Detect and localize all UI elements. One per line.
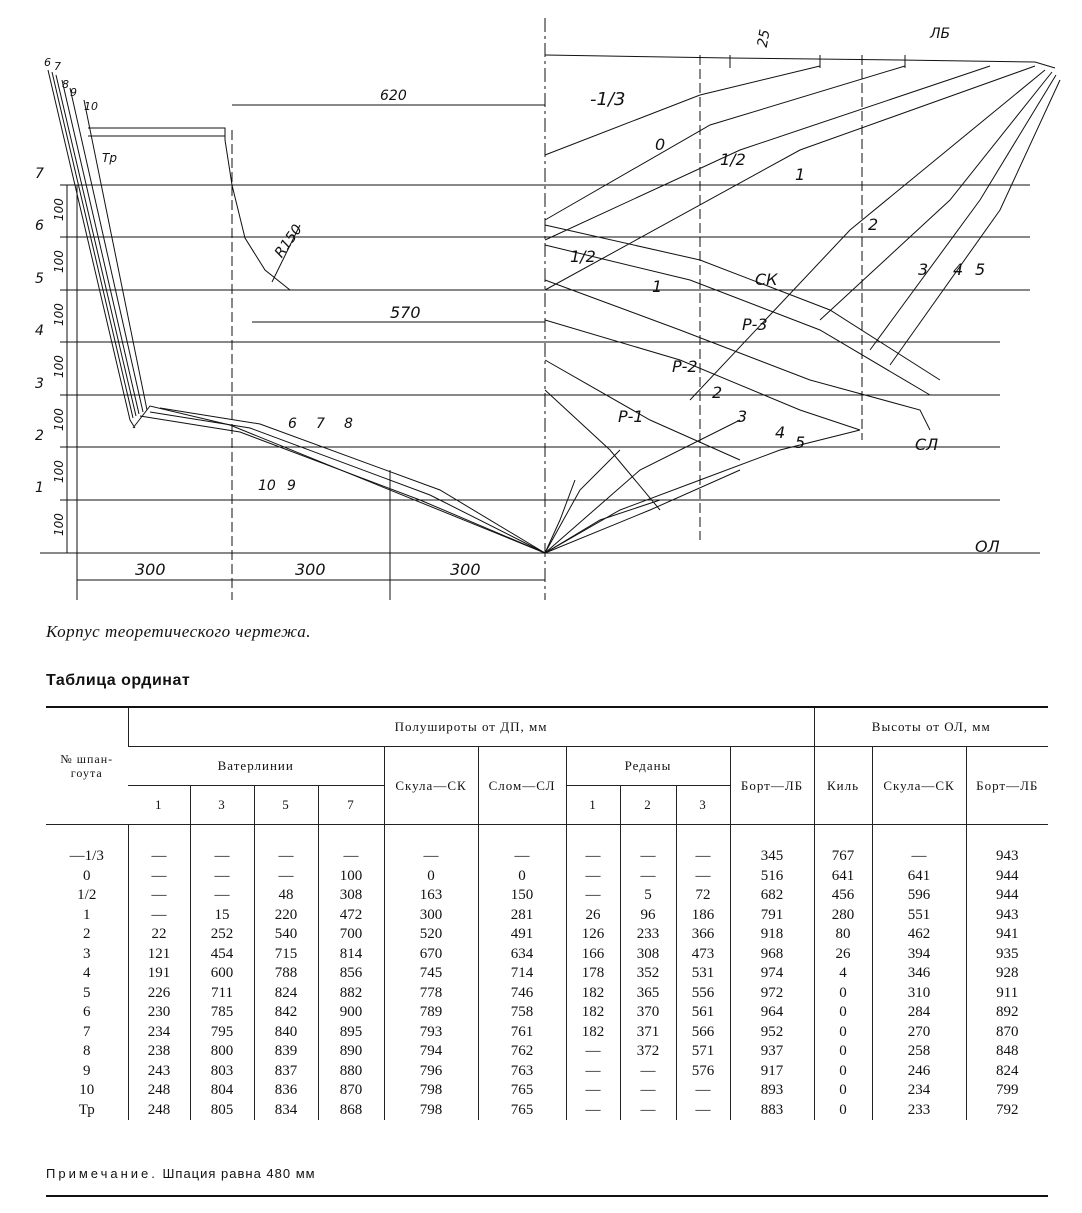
frame-label-bottom-10: 10: [258, 478, 276, 494]
header-wl-7: 7: [318, 786, 384, 825]
baseline-label-ol: ОЛ: [975, 537, 1000, 556]
table-row: [46, 825, 1048, 867]
ordinate-cell: 80: [814, 925, 872, 945]
ordinate-cell: —: [190, 825, 254, 867]
ordinate-cell: 600: [190, 964, 254, 984]
dim-100-7: 100: [52, 198, 66, 221]
table-row: [46, 1081, 1048, 1101]
ordinate-cell: 26: [814, 945, 872, 965]
ordinate-cell: 252: [190, 925, 254, 945]
ordinate-cell: —: [254, 867, 318, 887]
inner-label-4: 4: [775, 423, 786, 442]
ordinate-cell: 837: [254, 1062, 318, 1082]
ordinate-cell: 880: [318, 1062, 384, 1082]
header-wl-3: 3: [190, 786, 254, 825]
dim-25: 25: [754, 28, 774, 49]
ordinate-cell: 746: [478, 984, 566, 1004]
ordinate-cell: 882: [318, 984, 384, 1004]
ordinate-cell: —: [676, 867, 730, 887]
ordinate-cell: 917: [730, 1062, 814, 1082]
ordinate-cell: 520: [384, 925, 478, 945]
header-knuckle: Слом—СЛ: [478, 747, 566, 825]
frame-label-right-3: 3: [918, 260, 929, 279]
header-step-1: 1: [566, 786, 620, 825]
ordinate-cell: 856: [318, 964, 384, 984]
ordinate-cell: 182: [566, 1003, 620, 1023]
dim-100-5: 100: [52, 303, 66, 326]
ordinate-cell: 895: [318, 1023, 384, 1043]
ordinate-cell: 0: [814, 1081, 872, 1101]
frame-number-cell: 3: [83, 945, 91, 962]
ordinate-cell: 178: [566, 964, 620, 984]
frame-number-cell: 4: [83, 965, 91, 981]
ordinate-cell: 516: [730, 867, 814, 887]
frame-label-bottom-9: 9: [287, 478, 296, 494]
frame-number-cell: 1: [83, 906, 91, 923]
ordinate-cell: 191: [128, 964, 190, 984]
table-row: [46, 1003, 1048, 1023]
ordinate-cell: 715: [254, 945, 318, 965]
wl-label-1: 1: [35, 480, 44, 496]
drawing-caption: Корпус теоретического чертежа.: [46, 622, 312, 641]
ordinate-cell: 182: [566, 1023, 620, 1043]
ordinate-cell: —: [872, 825, 966, 867]
ordinate-cell: 870: [966, 1023, 1048, 1043]
note-text: Шпация равна 480 мм: [162, 1166, 316, 1181]
header-keel: Киль: [814, 747, 872, 825]
ordinate-cell: 700: [318, 925, 384, 945]
inner-label-r2: Р-2: [672, 357, 698, 376]
ordinate-cell: 345: [730, 825, 814, 867]
frame-number-cell: 10: [79, 1082, 95, 1098]
header-wl-5: 5: [254, 786, 318, 825]
ordinate-cell: 371: [620, 1023, 676, 1043]
ordinate-cell: —: [566, 1062, 620, 1082]
ordinate-cell: 233: [620, 925, 676, 945]
ordinate-cell: 166: [566, 945, 620, 965]
ordinate-cell: 972: [730, 984, 814, 1004]
ordinate-cell: 944: [966, 886, 1048, 906]
ordinate-cell: 365: [620, 984, 676, 1004]
frame-label-left-8: 8: [62, 78, 69, 91]
ordinate-cell: —: [676, 1081, 730, 1101]
ordinate-cell: 798: [384, 1081, 478, 1101]
frame-label-bottom-8: 8: [344, 416, 353, 432]
ordinate-cell: 246: [872, 1062, 966, 1082]
ordinate-cell: 308: [620, 945, 676, 965]
ordinate-cell: —: [566, 1081, 620, 1101]
ordinate-cell: 765: [478, 1101, 566, 1121]
ordinate-cell: —: [620, 825, 676, 867]
frame-number-cell: 9: [83, 1062, 91, 1079]
ordinate-cell: 72: [676, 886, 730, 906]
ordinate-cell: 824: [966, 1062, 1048, 1082]
ordinate-cell: 576: [676, 1062, 730, 1082]
ordinate-cell: 270: [872, 1023, 966, 1043]
table-row: [46, 1101, 1048, 1121]
ordinate-cell: 762: [478, 1042, 566, 1062]
ordinate-cell: 248: [128, 1081, 190, 1101]
table-row: [46, 886, 1048, 906]
table-row: [46, 984, 1048, 1004]
table-row: [46, 925, 1048, 945]
wl-label-5: 5: [35, 271, 44, 287]
header-step-2: 2: [620, 786, 676, 825]
ordinate-cell: 682: [730, 886, 814, 906]
ordinate-cell: 0: [814, 1023, 872, 1043]
ordinate-cell: 234: [872, 1081, 966, 1101]
frame-label-right-12: 1/2: [720, 150, 746, 169]
table-row: [46, 1042, 1048, 1062]
ordinate-cell: —: [128, 906, 190, 926]
ordinate-cell: 798: [384, 1101, 478, 1121]
ordinate-cell: 670: [384, 945, 478, 965]
frame-label-right-2: 2: [868, 215, 879, 234]
dim-100-6: 100: [52, 250, 66, 273]
table-row: [46, 1023, 1048, 1043]
table-row: [46, 906, 1048, 926]
header-step-3: 3: [676, 786, 730, 825]
ordinate-cell: 911: [966, 984, 1048, 1004]
ordinate-cell: 531: [676, 964, 730, 984]
ordinate-cell: 0: [814, 1101, 872, 1121]
ordinate-cell: 4: [814, 964, 872, 984]
ordinate-cell: 794: [384, 1042, 478, 1062]
wl-label-4: 4: [35, 323, 44, 339]
ordinate-cell: 182: [566, 984, 620, 1004]
ordinate-cell: 540: [254, 925, 318, 945]
ordinate-cell: 937: [730, 1042, 814, 1062]
ordinate-cell: —: [620, 1081, 676, 1101]
ordinate-cell: 839: [254, 1042, 318, 1062]
frame-label-left-10: 10: [84, 100, 98, 113]
inner-label-3: 3: [737, 407, 748, 426]
ordinate-cell: 352: [620, 964, 676, 984]
ordinate-cell: 454: [190, 945, 254, 965]
ordinate-cell: 284: [872, 1003, 966, 1023]
frame-label-right-1: 1: [795, 165, 806, 184]
ordinate-cell: 310: [872, 984, 966, 1004]
frame-label-bottom-7: 7: [316, 416, 325, 432]
header-chine-height: Скула—СК: [872, 747, 966, 825]
ordinate-cell: 366: [676, 925, 730, 945]
ordinate-cell: 220: [254, 906, 318, 926]
ordinate-cell: 968: [730, 945, 814, 965]
ordinate-cell: —: [566, 867, 620, 887]
inner-label-5: 5: [795, 433, 806, 452]
table-title: Таблица ординат: [46, 672, 191, 689]
ordinate-cell: 840: [254, 1023, 318, 1043]
ordinate-cell: 100: [318, 867, 384, 887]
ordinate-cell: 834: [254, 1101, 318, 1121]
ordinate-cell: 472: [318, 906, 384, 926]
ordinate-cell: 150: [478, 886, 566, 906]
ordinate-cell: 15: [190, 906, 254, 926]
frame-number-cell: 1/2: [77, 887, 97, 903]
header-chine: Скула—СК: [384, 747, 478, 825]
ordinate-cell: —: [620, 1062, 676, 1082]
ordinate-cell: 805: [190, 1101, 254, 1121]
ordinate-cell: 48: [254, 886, 318, 906]
ordinate-cell: 941: [966, 925, 1048, 945]
inner-label-sk: СК: [755, 270, 778, 289]
ordinate-cell: 890: [318, 1042, 384, 1062]
ordinate-cell: 789: [384, 1003, 478, 1023]
ordinate-cell: 280: [814, 906, 872, 926]
frame-label-left-6: 6: [44, 56, 51, 69]
ordinate-cell: 556: [676, 984, 730, 1004]
ordinate-cell: 943: [966, 825, 1048, 867]
ordinate-cell: 491: [478, 925, 566, 945]
ordinate-cell: 0: [478, 867, 566, 887]
ordinate-cell: 566: [676, 1023, 730, 1043]
ordinate-cell: 96: [620, 906, 676, 926]
frame-number-cell: 6: [83, 1004, 91, 1020]
ordinate-cell: 230: [128, 1003, 190, 1023]
ordinate-cell: 952: [730, 1023, 814, 1043]
ordinate-cell: 918: [730, 925, 814, 945]
ordinate-cell: 551: [872, 906, 966, 926]
ordinates-table: [46, 708, 1048, 1120]
ordinate-cell: 804: [190, 1081, 254, 1101]
ordinate-cell: 788: [254, 964, 318, 984]
ordinate-cell: 0: [814, 1042, 872, 1062]
ordinate-cell: 243: [128, 1062, 190, 1082]
frame-label-right-5: 5: [975, 260, 986, 279]
ordinate-cell: —: [190, 867, 254, 887]
dim-100-4: 100: [52, 355, 66, 378]
frame-label-left-tr: Тр: [102, 151, 117, 165]
ordinate-cell: 238: [128, 1042, 190, 1062]
dim-620: 620: [380, 88, 407, 104]
ordinates-table-frame: [46, 706, 1048, 1197]
ordinate-cell: 226: [128, 984, 190, 1004]
table-note: [46, 1166, 316, 1181]
frame-label-left-7: 7: [54, 60, 61, 73]
frame-number-cell: 0: [83, 867, 91, 884]
ordinate-cell: 868: [318, 1101, 384, 1121]
ordinate-cell: —: [128, 825, 190, 867]
table-row: [46, 867, 1048, 887]
ordinate-cell: —: [620, 1101, 676, 1121]
ordinate-cell: 0: [814, 984, 872, 1004]
frame-number-cell: 5: [83, 984, 91, 1001]
ordinate-cell: 634: [478, 945, 566, 965]
ordinate-cell: 121: [128, 945, 190, 965]
ordinate-cell: 473: [676, 945, 730, 965]
frame-label-bottom-6: 6: [288, 416, 297, 432]
header-half-breadths: Полуширoты от ДП, мм: [128, 708, 814, 747]
ordinate-cell: 346: [872, 964, 966, 984]
inner-label-r3: Р-3: [742, 315, 768, 334]
ordinate-cell: 456: [814, 886, 872, 906]
table-row: [46, 945, 1048, 965]
dim-300-a: 300: [135, 560, 166, 579]
ordinate-cell: 893: [730, 1081, 814, 1101]
ordinate-cell: 785: [190, 1003, 254, 1023]
dim-300-c: 300: [450, 560, 481, 579]
ordinate-cell: 5: [620, 886, 676, 906]
frame-label-right-4: 4: [953, 260, 964, 279]
ordinate-cell: —: [128, 867, 190, 887]
ordinate-cell: 870: [318, 1081, 384, 1101]
ordinate-cell: 258: [872, 1042, 966, 1062]
ordinate-cell: 163: [384, 886, 478, 906]
ordinate-cell: 814: [318, 945, 384, 965]
table-row: [46, 1062, 1048, 1082]
ordinate-cell: —: [620, 867, 676, 887]
ordinate-cell: 571: [676, 1042, 730, 1062]
ordinate-cell: 795: [190, 1023, 254, 1043]
ordinate-cell: —: [676, 1101, 730, 1121]
frame-label-left-9: 9: [70, 86, 77, 99]
ordinate-cell: 233: [872, 1101, 966, 1121]
ordinate-cell: 308: [318, 886, 384, 906]
ordinate-cell: 561: [676, 1003, 730, 1023]
ordinate-cell: 974: [730, 964, 814, 984]
ordinate-cell: 0: [814, 1062, 872, 1082]
ordinate-cell: 126: [566, 925, 620, 945]
ordinate-cell: —: [566, 1101, 620, 1121]
frame-number-cell: 8: [83, 1043, 91, 1059]
wl-label-3: 3: [35, 376, 44, 392]
ordinate-cell: —: [566, 825, 620, 867]
frame-number-cell: Тр: [78, 1101, 95, 1118]
frame-number-cell: 7: [83, 1023, 91, 1040]
note-label: Примечание.: [46, 1166, 158, 1181]
ordinate-cell: —: [676, 825, 730, 867]
ordinate-cell: 842: [254, 1003, 318, 1023]
ordinate-cell: 824: [254, 984, 318, 1004]
dim-300-b: 300: [295, 560, 326, 579]
dim-570: 570: [390, 303, 421, 322]
ordinate-cell: 641: [814, 867, 872, 887]
header-heights: Высоты от ОЛ, мм: [814, 708, 1048, 747]
ordinate-cell: 758: [478, 1003, 566, 1023]
ordinate-cell: —: [478, 825, 566, 867]
ordinate-cell: 370: [620, 1003, 676, 1023]
ordinate-cell: 792: [966, 1101, 1048, 1121]
ordinate-cell: 796: [384, 1062, 478, 1082]
ordinate-cell: 761: [478, 1023, 566, 1043]
ordinate-cell: 964: [730, 1003, 814, 1023]
header-side-height: Борт—ЛБ: [966, 747, 1048, 825]
ordinate-cell: 799: [966, 1081, 1048, 1101]
ordinate-cell: 394: [872, 945, 966, 965]
ordinate-cell: —: [566, 1042, 620, 1062]
ordinate-cell: —: [190, 886, 254, 906]
ordinate-cell: 0: [384, 867, 478, 887]
ordinate-cell: 596: [872, 886, 966, 906]
frame-number-cell: 2: [83, 926, 91, 942]
header-side: Борт—ЛБ: [730, 747, 814, 825]
inner-label-lb: ЛБ: [930, 26, 951, 42]
inner-label-r1: Р-1: [618, 407, 644, 426]
ordinate-cell: 836: [254, 1081, 318, 1101]
ordinate-cell: 714: [478, 964, 566, 984]
header-frame-no: № шпан- гоута: [60, 752, 114, 780]
ordinate-cell: —: [384, 825, 478, 867]
dim-100-1: 100: [52, 513, 66, 536]
ordinate-cell: 892: [966, 1003, 1048, 1023]
radius-label: R150: [271, 221, 306, 261]
ordinate-cell: 711: [190, 984, 254, 1004]
inner-label-12: 1/2: [570, 247, 596, 266]
ordinate-cell: 372: [620, 1042, 676, 1062]
inner-label-2: 2: [712, 383, 723, 402]
frame-label-right-0: 0: [655, 135, 666, 154]
ordinate-cell: 234: [128, 1023, 190, 1043]
ordinate-cell: 848: [966, 1042, 1048, 1062]
ordinate-cell: 641: [872, 867, 966, 887]
ordinate-cell: 248: [128, 1101, 190, 1121]
ordinate-cell: 765: [478, 1081, 566, 1101]
ordinate-cell: 767: [814, 825, 872, 867]
ordinate-cell: 0: [814, 1003, 872, 1023]
header-steps: Реданы: [566, 747, 730, 786]
ordinate-cell: 300: [384, 906, 478, 926]
table-body: [46, 825, 1048, 1121]
wl-label-7: 7: [35, 166, 44, 182]
ordinate-cell: 883: [730, 1101, 814, 1121]
ordinate-cell: 26: [566, 906, 620, 926]
ordinate-cell: 745: [384, 964, 478, 984]
ordinate-cell: 944: [966, 867, 1048, 887]
ordinate-cell: —: [318, 825, 384, 867]
ordinate-cell: 22: [128, 925, 190, 945]
ordinate-cell: 800: [190, 1042, 254, 1062]
table-row: [46, 964, 1048, 984]
ordinate-cell: —: [566, 886, 620, 906]
wl-label-2: 2: [35, 428, 44, 444]
frame-number-cell: —1/3: [69, 848, 104, 864]
header-wl-1: 1: [155, 797, 163, 812]
ordinate-cell: 186: [676, 906, 730, 926]
wl-label-6: 6: [35, 218, 44, 234]
ordinate-cell: 778: [384, 984, 478, 1004]
frame-label-right-m13: -1/3: [590, 89, 626, 110]
dim-100-2: 100: [52, 460, 66, 483]
ordinate-cell: 803: [190, 1062, 254, 1082]
ordinate-cell: 793: [384, 1023, 478, 1043]
dim-100-3: 100: [52, 408, 66, 431]
ordinate-cell: 928: [966, 964, 1048, 984]
ordinate-cell: —: [128, 886, 190, 906]
inner-label-sl: СЛ: [915, 435, 939, 454]
ordinate-cell: 281: [478, 906, 566, 926]
ordinate-cell: 763: [478, 1062, 566, 1082]
ordinate-cell: 935: [966, 945, 1048, 965]
header-waterlines: Ватерлинии: [128, 747, 384, 786]
ordinate-cell: 462: [872, 925, 966, 945]
ordinate-cell: 943: [966, 906, 1048, 926]
ordinate-cell: 900: [318, 1003, 384, 1023]
ordinate-cell: 791: [730, 906, 814, 926]
inner-label-1: 1: [652, 277, 663, 296]
ordinate-cell: —: [254, 825, 318, 867]
